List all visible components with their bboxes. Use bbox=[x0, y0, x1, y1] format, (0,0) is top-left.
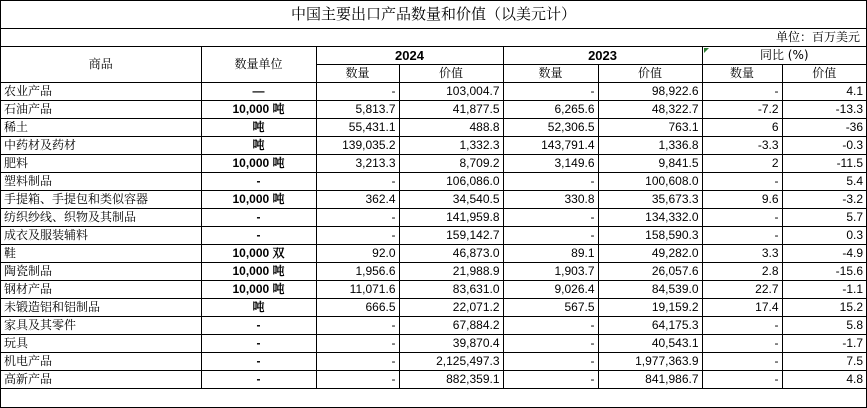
value-2023: 35,673.3 bbox=[598, 191, 702, 209]
yoy-qty: - bbox=[702, 371, 782, 389]
value-2023: 763.1 bbox=[598, 119, 702, 137]
yoy-value: 15.2 bbox=[782, 299, 866, 317]
qty-2024: 666.5 bbox=[316, 299, 399, 317]
product-name: 鞋 bbox=[1, 245, 201, 263]
yoy-value: -15.6 bbox=[782, 263, 866, 281]
header-value-yoy: 价值 bbox=[782, 65, 866, 83]
value-2023: 84,539.0 bbox=[598, 281, 702, 299]
value-2024: 67,884.2 bbox=[399, 317, 503, 335]
qty-2023: 143,791.4 bbox=[503, 137, 598, 155]
qty-2024: - bbox=[316, 227, 399, 245]
qty-2023: - bbox=[503, 353, 598, 371]
yoy-value: 7.5 bbox=[782, 353, 866, 371]
yoy-qty: -3.3 bbox=[702, 137, 782, 155]
qty-2024: 362.4 bbox=[316, 191, 399, 209]
table-row bbox=[1, 245, 866, 263]
qty-2024: - bbox=[316, 173, 399, 191]
value-2024: 488.8 bbox=[399, 119, 503, 137]
qty-2024: 92.0 bbox=[316, 245, 399, 263]
header-product: 商品 bbox=[1, 47, 201, 83]
qty-unit: 吨 bbox=[201, 119, 316, 137]
yoy-value: 5.4 bbox=[782, 173, 866, 191]
value-2024: 46,873.0 bbox=[399, 245, 503, 263]
yoy-value: -36 bbox=[782, 119, 866, 137]
qty-2024: - bbox=[316, 353, 399, 371]
qty-unit: - bbox=[201, 173, 316, 191]
value-2023: 64,175.3 bbox=[598, 317, 702, 335]
qty-unit: 10,000 吨 bbox=[201, 155, 316, 173]
table-row bbox=[1, 371, 866, 389]
qty-unit: - bbox=[201, 227, 316, 245]
value-2023: 19,159.2 bbox=[598, 299, 702, 317]
value-2024: 2,125,497.3 bbox=[399, 353, 503, 371]
qty-2023: 3,149.6 bbox=[503, 155, 598, 173]
product-name: 陶瓷制品 bbox=[1, 263, 201, 281]
yoy-qty: -7.2 bbox=[702, 101, 782, 119]
qty-unit: 10,000 吨 bbox=[201, 263, 316, 281]
value-2023: 49,282.0 bbox=[598, 245, 702, 263]
yoy-value: -11.5 bbox=[782, 155, 866, 173]
table-title: 中国主要出口产品数量和价值（以美元计） bbox=[1, 1, 866, 29]
header-yoy-label: 同比 (%) bbox=[759, 48, 809, 62]
header-year-2023: 2023 bbox=[503, 47, 702, 65]
unit-note: 单位：百万美元 bbox=[1, 29, 866, 47]
header-qty-2024: 数量 bbox=[316, 65, 399, 83]
qty-2024: 5,813.7 bbox=[316, 101, 399, 119]
qty-unit: — bbox=[201, 83, 316, 101]
value-2024: 39,870.4 bbox=[399, 335, 503, 353]
value-2024: 83,631.0 bbox=[399, 281, 503, 299]
header-qty-unit: 数量单位 bbox=[201, 47, 316, 83]
value-2024: 103,004.7 bbox=[399, 83, 503, 101]
table-row bbox=[1, 281, 866, 299]
table-row bbox=[1, 173, 866, 191]
yoy-qty: - bbox=[702, 83, 782, 101]
table-row bbox=[1, 101, 866, 119]
yoy-value: 4.1 bbox=[782, 83, 866, 101]
value-2023: 158,590.3 bbox=[598, 227, 702, 245]
table-row bbox=[1, 335, 866, 353]
table-row bbox=[1, 209, 866, 227]
qty-2024: - bbox=[316, 335, 399, 353]
yoy-value: 5.7 bbox=[782, 209, 866, 227]
yoy-qty: 6 bbox=[702, 119, 782, 137]
product-name: 石油产品 bbox=[1, 101, 201, 119]
yoy-qty: 3.3 bbox=[702, 245, 782, 263]
header-qty-yoy: 数量 bbox=[702, 65, 782, 83]
qty-unit: - bbox=[201, 335, 316, 353]
table-row bbox=[1, 299, 866, 317]
qty-2024: 1,956.6 bbox=[316, 263, 399, 281]
yoy-value: 0.3 bbox=[782, 227, 866, 245]
value-2024: 106,086.0 bbox=[399, 173, 503, 191]
value-2024: 8,709.2 bbox=[399, 155, 503, 173]
qty-unit: - bbox=[201, 353, 316, 371]
table-row bbox=[1, 119, 866, 137]
header-value-2024: 价值 bbox=[399, 65, 503, 83]
qty-unit: 10,000 吨 bbox=[201, 101, 316, 119]
yoy-value: -1.1 bbox=[782, 281, 866, 299]
qty-2023: 6,265.6 bbox=[503, 101, 598, 119]
export-table bbox=[1, 47, 866, 389]
qty-2024: 3,213.3 bbox=[316, 155, 399, 173]
value-2024: 34,540.5 bbox=[399, 191, 503, 209]
product-name: 肥料 bbox=[1, 155, 201, 173]
value-2023: 1,977,363.9 bbox=[598, 353, 702, 371]
table-row bbox=[1, 317, 866, 335]
qty-2024: 55,431.1 bbox=[316, 119, 399, 137]
qty-unit: 10,000 吨 bbox=[201, 281, 316, 299]
value-2024: 882,359.1 bbox=[399, 371, 503, 389]
qty-unit: - bbox=[201, 209, 316, 227]
qty-unit: 10,000 双 bbox=[201, 245, 316, 263]
value-2024: 21,988.9 bbox=[399, 263, 503, 281]
product-name: 手提箱、手提包和类似容器 bbox=[1, 191, 201, 209]
yoy-qty: 22.7 bbox=[702, 281, 782, 299]
table-row bbox=[1, 137, 866, 155]
table-row bbox=[1, 227, 866, 245]
value-2023: 26,057.6 bbox=[598, 263, 702, 281]
qty-2024: - bbox=[316, 209, 399, 227]
yoy-qty: - bbox=[702, 353, 782, 371]
yoy-qty: 2 bbox=[702, 155, 782, 173]
value-2024: 159,142.7 bbox=[399, 227, 503, 245]
value-2024: 22,071.2 bbox=[399, 299, 503, 317]
yoy-qty: - bbox=[702, 209, 782, 227]
value-2023: 9,841.5 bbox=[598, 155, 702, 173]
yoy-value: -1.7 bbox=[782, 335, 866, 353]
qty-2023: 1,903.7 bbox=[503, 263, 598, 281]
qty-2024: 11,071.6 bbox=[316, 281, 399, 299]
qty-unit: - bbox=[201, 317, 316, 335]
qty-2023: - bbox=[503, 317, 598, 335]
qty-2023: - bbox=[503, 83, 598, 101]
qty-2023: - bbox=[503, 173, 598, 191]
table-row bbox=[1, 353, 866, 371]
yoy-qty: - bbox=[702, 317, 782, 335]
qty-2023: 567.5 bbox=[503, 299, 598, 317]
yoy-value: 4.8 bbox=[782, 371, 866, 389]
product-name: 塑料制品 bbox=[1, 173, 201, 191]
header-value-2023: 价值 bbox=[598, 65, 702, 83]
qty-2023: 9,026.4 bbox=[503, 281, 598, 299]
yoy-qty: - bbox=[702, 335, 782, 353]
yoy-qty: 2.8 bbox=[702, 263, 782, 281]
qty-2023: - bbox=[503, 371, 598, 389]
qty-unit: 吨 bbox=[201, 137, 316, 155]
yoy-value: -3.2 bbox=[782, 191, 866, 209]
product-name: 成衣及服装辅料 bbox=[1, 227, 201, 245]
qty-2023: - bbox=[503, 335, 598, 353]
table-row bbox=[1, 191, 866, 209]
value-2023: 48,322.7 bbox=[598, 101, 702, 119]
product-name: 玩具 bbox=[1, 335, 201, 353]
header-year-2024: 2024 bbox=[316, 47, 503, 65]
value-2023: 134,332.0 bbox=[598, 209, 702, 227]
header-qty-2023: 数量 bbox=[503, 65, 598, 83]
product-name: 纺织纱线、织物及其制品 bbox=[1, 209, 201, 227]
value-2023: 1,336.8 bbox=[598, 137, 702, 155]
qty-2024: 139,035.2 bbox=[316, 137, 399, 155]
product-name: 中药材及药材 bbox=[1, 137, 201, 155]
qty-2023: 330.8 bbox=[503, 191, 598, 209]
qty-2024: - bbox=[316, 83, 399, 101]
product-name: 机电产品 bbox=[1, 353, 201, 371]
product-name: 钢材产品 bbox=[1, 281, 201, 299]
value-2024: 141,959.8 bbox=[399, 209, 503, 227]
value-2023: 40,543.1 bbox=[598, 335, 702, 353]
table-row bbox=[1, 155, 866, 173]
value-2023: 841,986.7 bbox=[598, 371, 702, 389]
qty-2024: - bbox=[316, 371, 399, 389]
value-2023: 100,608.0 bbox=[598, 173, 702, 191]
value-2023: 98,922.6 bbox=[598, 83, 702, 101]
table-row bbox=[1, 83, 866, 101]
product-name: 高新产品 bbox=[1, 371, 201, 389]
yoy-qty: - bbox=[702, 227, 782, 245]
qty-2023: - bbox=[503, 209, 598, 227]
qty-unit: 10,000 吨 bbox=[201, 191, 316, 209]
cell-comment-marker-icon bbox=[704, 48, 709, 53]
value-2024: 41,877.5 bbox=[399, 101, 503, 119]
yoy-value: -4.9 bbox=[782, 245, 866, 263]
qty-2023: 89.1 bbox=[503, 245, 598, 263]
qty-2023: - bbox=[503, 227, 598, 245]
qty-unit: - bbox=[201, 371, 316, 389]
yoy-qty: - bbox=[702, 173, 782, 191]
product-name: 家具及其零件 bbox=[1, 317, 201, 335]
yoy-value: 5.8 bbox=[782, 317, 866, 335]
qty-2024: - bbox=[316, 317, 399, 335]
header-yoy bbox=[702, 47, 866, 65]
qty-2023: 52,306.5 bbox=[503, 119, 598, 137]
value-2024: 1,332.3 bbox=[399, 137, 503, 155]
product-name: 未锻造铝和铝制品 bbox=[1, 299, 201, 317]
yoy-value: -13.3 bbox=[782, 101, 866, 119]
product-name: 稀土 bbox=[1, 119, 201, 137]
qty-unit: 吨 bbox=[201, 299, 316, 317]
yoy-qty: 17.4 bbox=[702, 299, 782, 317]
product-name: 农业产品 bbox=[1, 83, 201, 101]
yoy-qty: 9.6 bbox=[702, 191, 782, 209]
table-row bbox=[1, 263, 866, 281]
yoy-value: -0.3 bbox=[782, 137, 866, 155]
